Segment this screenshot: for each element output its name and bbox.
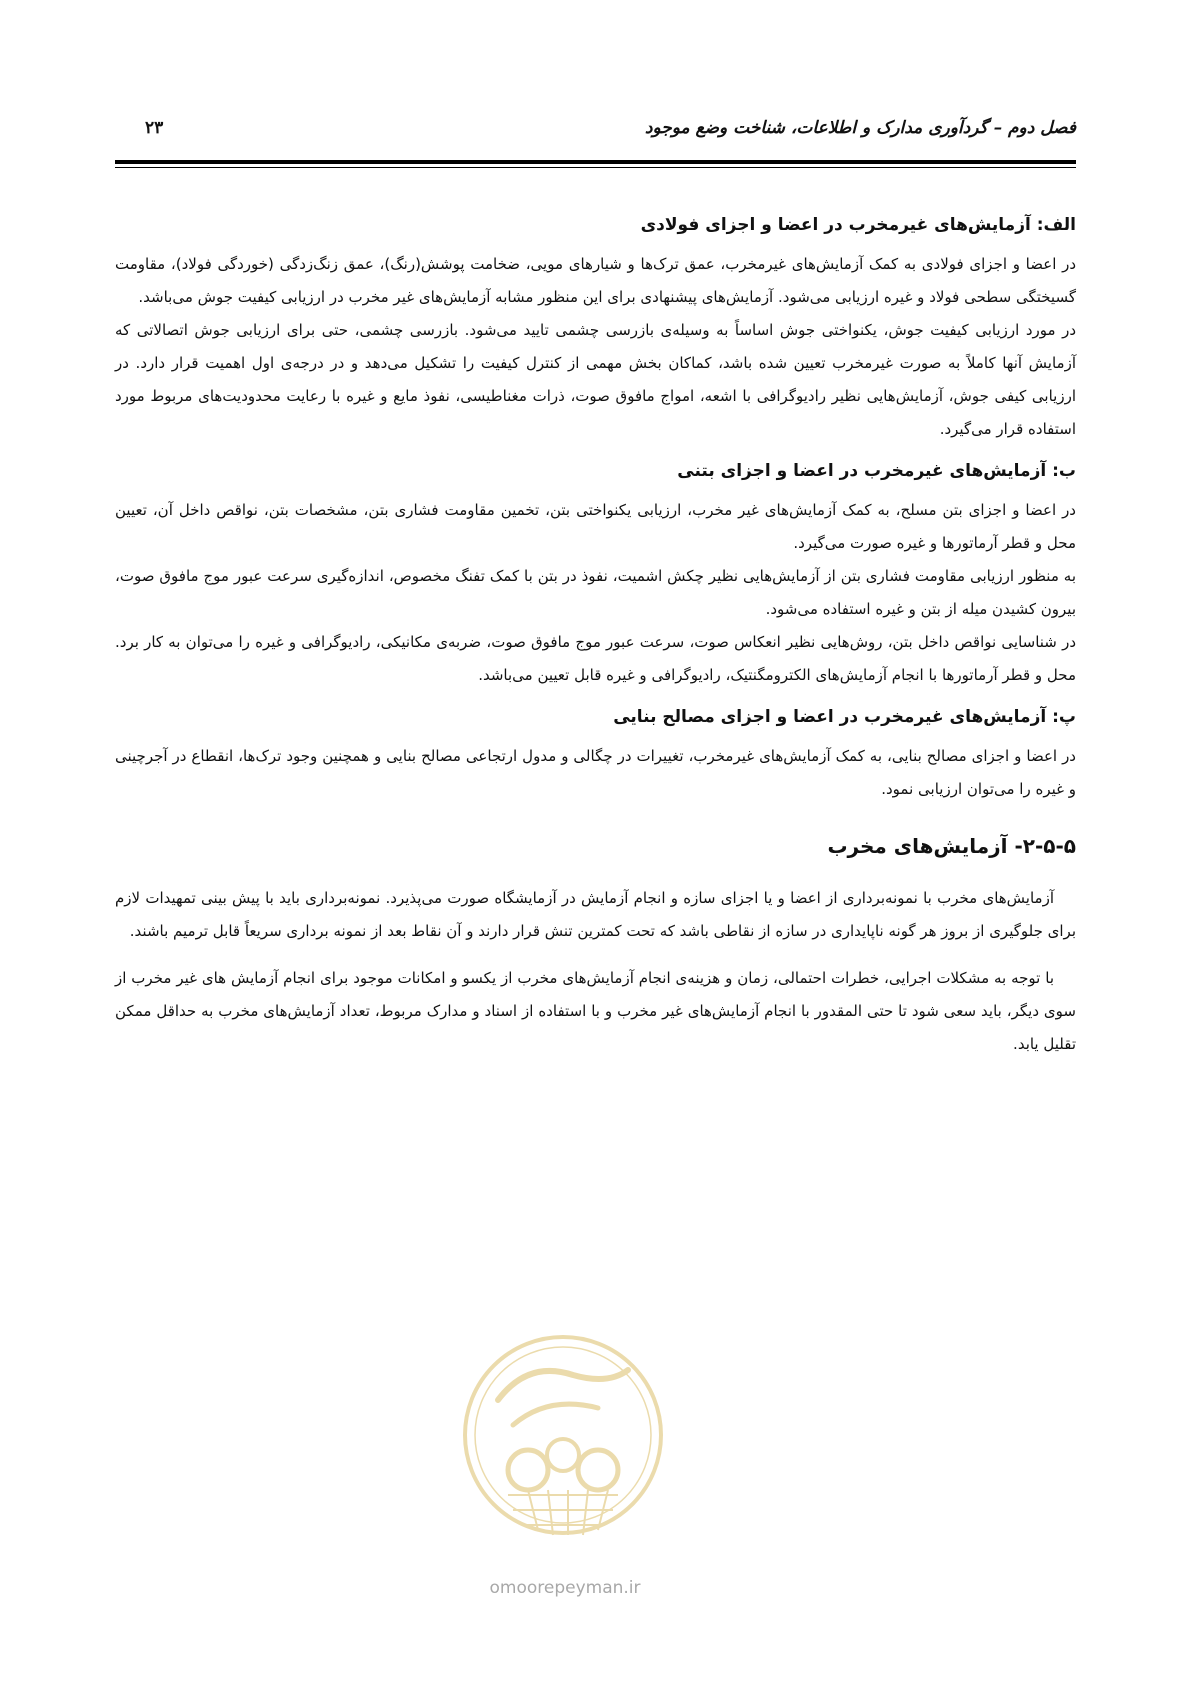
masonry-heading: پ: آزمایش‌های غیرمخرب در اعضا و اجزای مصالح بنایی [613,707,1076,727]
destructive-paragraph-1: آزمایش‌های مخرب با نمونه‌برداری از اعضا و یا اجزای سازه و انجام آزمایش در آزمایشگاه صورت می‌پذیرد. نمونه‌برداری باید با پیش بینی تمهیدات لازم برای جلوگیری از بروز هر گونه ناپایداری در سازه از نقاطی باشد که تحت کمترین تنش قرار دارند و آن نقاط بعد از نمونه برداری سریعاً قابل ترمیم باشند. [115,889,1076,940]
page-number: ۲۳ [145,118,164,138]
destructive-paragraph-2: با توجه به مشکلات اجرایی، خطرات احتمالی، زمان و هزینه‌ی انجام آزمایش‌های مخرب از یکسو و امکانات موجود برای انجام آزمایش های غیر مخرب از سوی دیگر، باید سعی شود تا حتی المقدور با انجام آزمایش‌های غیر مخرب و با استفاده از اسناد و مدارک مربوط، تعداد آزمایش‌های مخرب به حداقل ممکن تقلیل یابد. [115,969,1076,1053]
concrete-paragraph-2: به منظور ارزیابی مقاومت فشاری بتن از آزمایش‌هایی نظیر چکش اشمیت، نفوذ در بتن با کمک تفنگ مخصوص، اندازه‌گیری سرعت عبور موج مافوق صوت، بیرون کشیدن میله از بتن و غیره استفاده می‌شود. [115,567,1076,618]
watermark-site: omoorepeyman.ir [489,1578,641,1598]
masonry-paragraph-1: در اعضا و اجزای مصالح بنایی، به کمک آزمایش‌های غیرمخرب، تغییرات در چگالی و مدول ارتجاعی مصالح بنایی و همچنین وجود ترک‌ها، انقطاع در آجرچینی و غیره را می‌توان ارزیابی نمود. [115,747,1076,798]
steel-paragraph-2: در مورد ارزیابی کیفیت جوش، یکنواختی جوش اساساً به وسیله‌ی بازرسی چشمی تایید می‌شود. بازرسی چشمی، حتی برای ارزیابی جوش اتصالاتی که آزمایش آنها کاملاً به صورت غیرمخرب تعیین شده باشد، کماکان بخش مهمی از کنترل کیفیت را تشکیل می‌دهد و در درجه‌ی اول اهمیت قرار دارد. در ارزیابی کیفی جوش، آزمایش‌هایی نظیر رادیوگرافی با اشعه، امواج مافوق صوت، ذرات مغناطیسی، نفوذ مایع و غیره با رعایت محدودیت‌های مربوط مورد استفاده قرار می‌گیرد. [115,321,1076,438]
page-header [115,118,1076,152]
chapter-title: فصل دوم – گردآوری مدارک و اطلاعات، شناخت وضع موجود [644,118,1076,138]
concrete-paragraph-3: در شناسایی نواقص داخل بتن، روش‌هایی نظیر انعکاس صوت، سرعت عبور موج مافوق صوت، ضربه‌ی مکانیکی، رادیوگرافی و غیره را می‌توان به کار برد. محل و قطر آرماتورها با انجام آزمایش‌های الکترومگنتیک، رادیوگرافی و غیره قابل تعیین می‌باشد. [115,633,1076,684]
watermark-logo [458,1330,668,1560]
concrete-paragraph-1: در اعضا و اجزای بتن مسلح، به کمک آزمایش‌های غیر مخرب، ارزیابی یکنواختی بتن، تخمین مقاومت فشاری بتن، مشخصات بتن، نواقص داخل آن، تعیین محل و قطر آرماتورها و غیره صورت می‌گیرد. [115,501,1076,552]
destructive-tests-heading: ۲-۵-۵- آزمایش‌های مخرب [827,834,1076,858]
steel-paragraph-1: در اعضا و اجزای فولادی به کمک آزمایش‌های غیرمخرب، عمق ترک‌ها و شیارهای مویی، ضخامت پوشش(رنگ)، عمق زنگ‌زدگی (خوردگی فولاد)، مقاومت گسیختگی سطحی فولاد و غیره ارزیابی می‌شود. آزمایش‌های پیشنهادی برای این منظور مشابه آزمایش‌های غیر مخرب در ارزیابی کیفیت جوش می‌باشد. [115,255,1076,306]
page-content [115,210,1076,1061]
header-rule [115,160,1076,168]
concrete-heading: ب: آزمایش‌های غیرمخرب در اعضا و اجزای بتنی [677,461,1076,481]
steel-heading: الف: آزمایش‌های غیرمخرب در اعضا و اجزای فولادی [640,215,1076,235]
